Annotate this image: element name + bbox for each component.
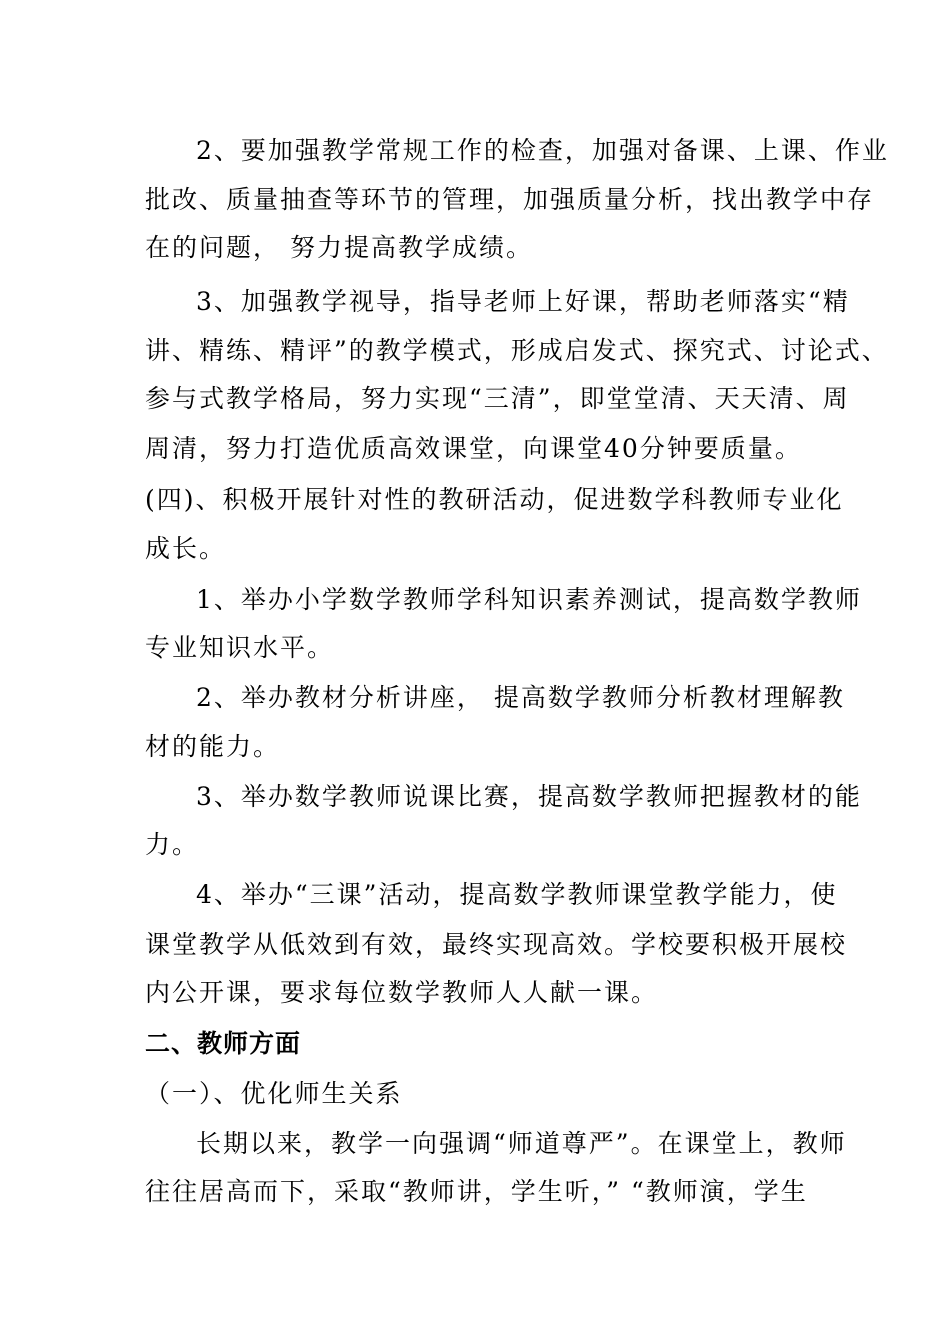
- paragraph-line: 长期以来，教学一向强调“师道尊严”。在课堂上，教师: [196, 1129, 847, 1158]
- paragraph-line: 3、加强教学视导，指导老师上好课，帮助老师落实“精: [196, 287, 850, 316]
- chapter-heading: 二、教师方面: [145, 1029, 302, 1058]
- paragraph-line: 4、举办“三课”活动，提高数学教师课堂教学能力，使: [196, 880, 838, 909]
- paragraph-line: 批改、质量抽查等环节的管理，加强质量分析，找出教学中存: [145, 185, 875, 214]
- section-heading: （一）、优化师生关系: [145, 1079, 403, 1108]
- paragraph-line: 周清，努力打造优质高效课堂，向课堂40分钟要质量。: [145, 434, 802, 463]
- paragraph-line: 力。: [145, 830, 200, 859]
- paragraph-line: 成长。: [145, 534, 227, 563]
- paragraph-line: 3、举办数学教师说课比赛，提高数学教师把握教材的能: [196, 782, 862, 811]
- paragraph-line: 讲、精练、精评”的教学模式，形成启发式、探究式、讨论式、: [145, 336, 889, 365]
- paragraph-line: 内公开课，要求每位数学教师人人献一课。: [145, 978, 659, 1007]
- paragraph-line: 参与式教学格局，努力实现“三清”，即堂堂清、天天清、周: [145, 384, 850, 413]
- paragraph-line: 往往居高而下，采取“教师讲，学生听，” “教师演，学生: [145, 1177, 808, 1206]
- paragraph-line: 专业知识水平。: [145, 633, 335, 662]
- paragraph-line: 2、要加强教学常规工作的检查，加强对备课、上课、作业: [196, 136, 889, 165]
- paragraph-line: 1、举办小学数学教师学科知识素养测试，提高数学教师: [196, 585, 862, 614]
- paragraph-line: 2、举办教材分析讲座， 提高数学教师分析教材理解教: [196, 683, 845, 712]
- paragraph-line: 课堂教学从低效到有效，最终实现高效。学校要积极开展校: [145, 930, 848, 959]
- paragraph-line: 材的能力。: [145, 732, 281, 761]
- section-heading: (四)、积极开展针对性的教研活动，促进数学科教师专业化: [145, 485, 844, 514]
- paragraph-line: 在的问题， 努力提高教学成绩。: [145, 233, 533, 262]
